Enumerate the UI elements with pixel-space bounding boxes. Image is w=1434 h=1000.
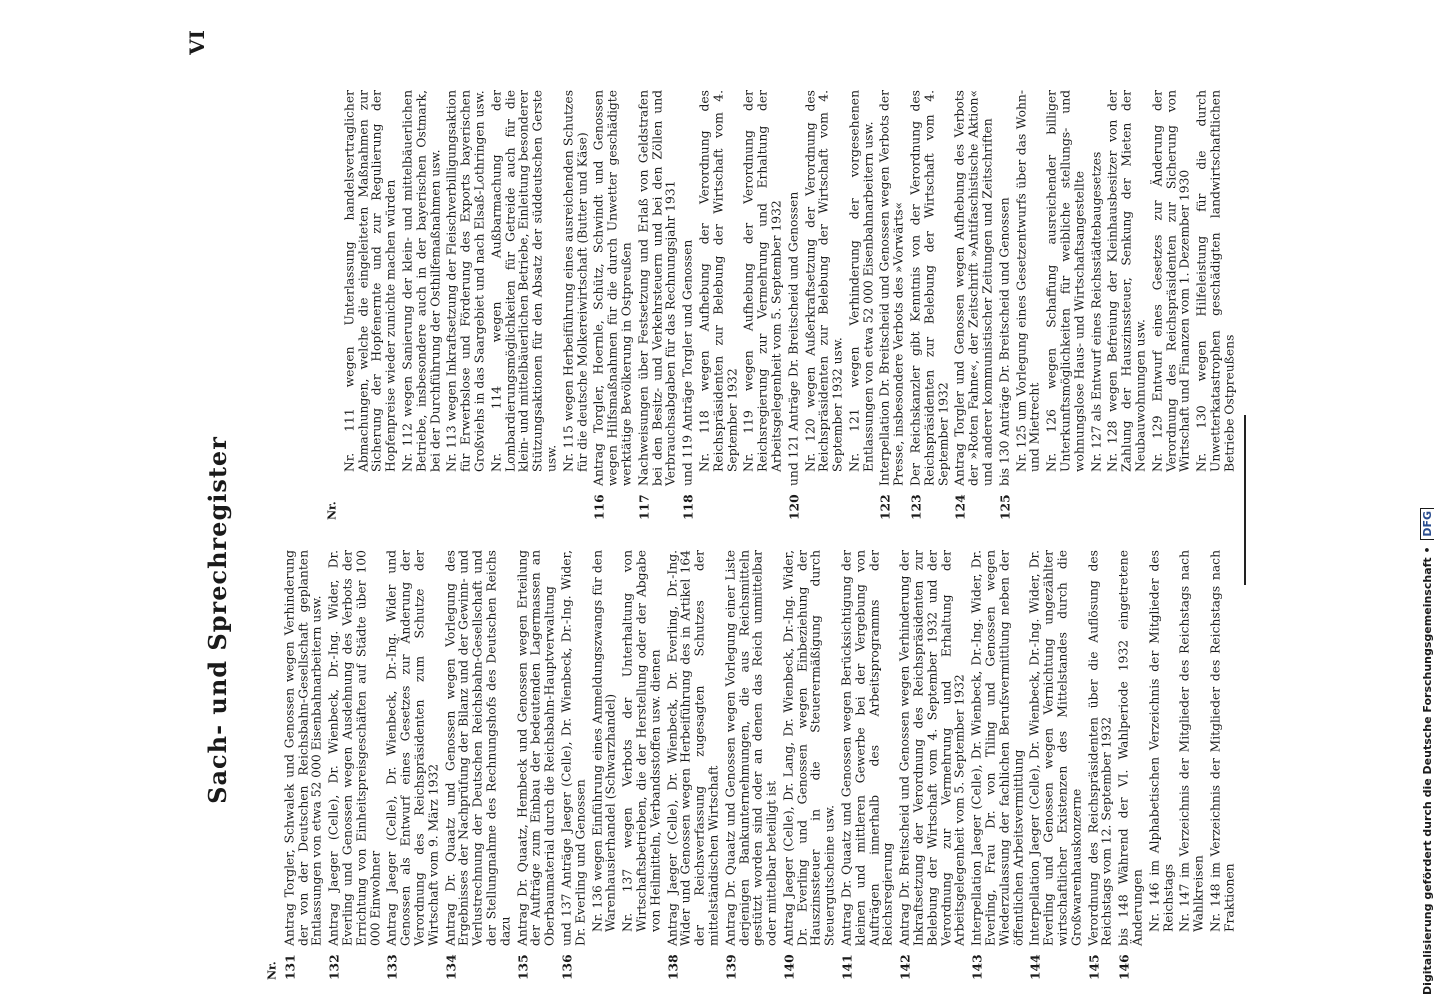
register-entry <box>1196 90 1237 520</box>
entry-number: 140 <box>781 954 797 980</box>
register-entry <box>899 550 968 980</box>
register-entry <box>848 90 876 520</box>
register-entry <box>490 90 559 520</box>
rotated-page <box>100 0 1260 1000</box>
entry-number: 125 <box>997 494 1013 520</box>
entry-number <box>1046 486 1087 520</box>
register-entry <box>516 550 557 980</box>
entry-text: Nr. 126 wegen Schaffung ausreichender billiger Unterkunftsmöglichkeiten für weibliche stellungs- und wohnungslose Haus- und Wirtschaftsangestellte <box>1044 90 1087 472</box>
register-entry <box>909 90 950 520</box>
entry-number <box>1196 486 1237 520</box>
register-entry <box>840 550 895 980</box>
heading-block <box>203 430 233 810</box>
digitization-text-wrapper <box>1420 508 1434 995</box>
entry-number <box>848 486 876 520</box>
register-entry <box>444 550 513 980</box>
entry-text: Nr. 121 wegen Verhinderung der vorgesehenen Entlassungen von etwa 52 000 Eisenbahnarbeitern usw. <box>847 90 876 472</box>
dfg-badge: DFG <box>1420 508 1434 540</box>
register-entry <box>560 550 588 980</box>
entry-number <box>1179 946 1207 980</box>
entry-number: 120 <box>786 494 802 520</box>
entry-number <box>1015 486 1043 520</box>
entry-number <box>343 486 398 520</box>
entry-text: Nr. 127 als Entwurf eines Reichsstädtebaugesetzes <box>1089 151 1104 472</box>
entry-number: 143 <box>969 954 985 980</box>
right-column <box>265 550 1240 980</box>
entry-number: 146 <box>1116 954 1132 980</box>
register-entry <box>386 550 441 980</box>
left-column <box>325 90 1240 520</box>
entry-number: 139 <box>723 954 739 980</box>
entry-text: Nr. 128 wegen Befreiung der Kleinhausbesitzer von der Zahlung der Hauszinssteuer, Senkung der Mieten der Neubauwohnungen usw. <box>1105 90 1148 472</box>
entry-number: 118 <box>680 494 696 520</box>
register-entry <box>698 90 739 520</box>
entry-text: Nr. 148 im Verzeichnis der Mitglieder des Reichstags nach Fraktionen <box>1208 550 1237 932</box>
register-entry <box>1107 90 1148 520</box>
entry-text: Antrag Dr. Quaatz und Genossen wegen Vorlegung einer Liste derjenigen Bankunternehmungen, die aus Reichsmitteln gestützt worden sind oder an denen das Reich unmittelbar oder mittelbar beteiligt ist <box>723 550 779 946</box>
register-entry <box>328 550 383 980</box>
entry-text: Antrag Torgler, Hoernle, Schütz, Schwindt und Genossen wegen Hilfsmaßnahmen für die durch Unwetter geschädigte werktätige Bevölkerung in Ostpreußen <box>591 90 634 486</box>
entry-number <box>446 486 487 520</box>
entry-number: 122 <box>877 494 893 520</box>
register-entry <box>1046 90 1087 520</box>
register-entry <box>804 90 845 520</box>
entry-number: 132 <box>326 954 342 980</box>
entry-text: Antrag Dr. Quaatz und Genossen wegen Berücksichtigung der kleinen und mittleren Gewerbe bei der Vergebung von Aufträgen innerhalb des Arbeitsprogramms der Reichsregierung <box>839 550 895 946</box>
entry-text: Nr. 146 im Alphabetischen Verzeichnis der Mitglieder des Reichstags <box>1147 550 1176 932</box>
entry-number <box>591 946 619 980</box>
register-entry <box>954 90 995 520</box>
entry-text: Antrag Dr. Breitscheid und Genossen wegen Verhinderung der Inkraftsetzung der Verordnung des Reichspräsidenten zur Belebung der Wirtschaft vom 4. September 1932 und der Verordnung zur Vermehrung und Erhaltung der Arbeitsgelegenheit vom 5. September 1932 <box>897 550 967 946</box>
entry-text: Antrag Jaeger (Celle), Dr. Wienbeck, Dr.-Ing. Wider und Genossen als Entwurf eines Gesetzes zur Änderung der Verordnung des Reichspräsidenten zum Schutze der Wirtschaft vom 9. März 1932 <box>384 550 441 946</box>
entry-number <box>401 486 442 520</box>
register-entry <box>743 90 784 520</box>
nr-column-label-right: Nr. <box>265 961 279 980</box>
page-number: VI <box>185 30 210 55</box>
entry-text: Nr. 112 wegen Sanierung der klein- und mittelbäuerlichen Betriebe, insbesondere auch in der bayerischen Ostmark, bei der Durchführung der Osthilfemaßnahmen usw. <box>400 90 442 472</box>
entry-text: Nr. 137 wegen Verbots der Unterhaltung von Wirtschaftsbetrieben, die der Herstellung oder der Abgabe von Heilmitteln, Verbandsstoffen usw. dienen <box>620 550 663 932</box>
entry-text: Nr. 130 wegen Hilfeleistung für die durch Unwetterkatastrophen geschädigten landwirtschaftlichen Betriebe Ostpreußens <box>1194 90 1237 472</box>
divider-rule-1 <box>1244 415 1246 585</box>
entry-number <box>698 486 739 520</box>
entry-text: Antrag Dr. Quaatz und Genossen wegen Vorlegung des Ergebnisses der Nachprüfung der Bilanz und der Gewinn- und Verlustrechnung der Deutschen Reichsbahn-Gesellschaft und der Stellungnahme des Rechnungshofs des Deutschen Reichs dazu <box>442 550 513 946</box>
entry-text: bis 148 Während der VI. Wahlperiode 1932 eingetretene Änderungen <box>1116 550 1145 946</box>
entry-text: Nr. 119 wegen Aufhebung der Verordnung der Reichsregierung zur Vermehrung und Erhaltung der Arbeitsgelegenheit vom 5. September 1932 <box>741 90 784 472</box>
entry-text: Antrag Jaeger (Celle), Dr. Wienbeck, Dr.-Ing. Wider, Dr. Everling und Genossen wegen Ausdehnung des Verbots der Errichtung von Einheitspreisgeschäften auf Städte über 100 000 Einwohner <box>326 550 382 946</box>
entry-number <box>1107 486 1148 520</box>
register-entry <box>1015 90 1043 520</box>
entry-number: 135 <box>514 954 530 980</box>
register-entry <box>562 90 590 520</box>
nr-column-label: Nr. <box>325 501 339 520</box>
register-entry <box>591 550 619 980</box>
register-entry <box>283 550 324 980</box>
register-entry <box>971 550 1026 980</box>
entry-text: Interpellation Dr. Breitscheid und Genossen wegen Verbots der Presse, insbesondere Verbots des »Vorwärts« <box>877 90 906 486</box>
register-entry <box>1179 550 1207 980</box>
register-entry <box>446 90 487 520</box>
register-entry <box>1151 90 1192 520</box>
register-entry <box>637 90 678 520</box>
register-entry <box>593 90 634 520</box>
digitization-text: Digitalisierung gefördert durch die Deutsche Forschungsgemeinschaft • <box>1421 546 1434 995</box>
entry-text: Antrag Jaeger (Celle), Dr. Wienbeck, Dr. Everling, Dr.-Ing. Wider und Genossen wegen Herbeiführung des in Artikel 164 der Reichsverfassung zugesagten Schutzes der mittelständischen Wirtschaft <box>664 550 721 946</box>
entry-number <box>1151 486 1192 520</box>
entry-text: Antrag Dr. Quaatz, Hembeck und Genossen wegen Erteilung der Aufträge zum Einbau der bedeutenden Lagermassen an Oberbaumaterial durch die Reichsbahn-Hauptverwaltung <box>514 550 557 946</box>
register-entry <box>1029 550 1084 980</box>
register-entry <box>343 90 398 520</box>
register-entry <box>622 550 663 980</box>
entry-text: Nr. 120 wegen Außerkraftsetzung der Verordnung des Reichspräsidenten zur Belebung der Wirtschaft vom 4. September 1932 usw. <box>802 90 845 472</box>
entry-text: bis 130 Anträge Dr. Breitscheid und Genossen <box>997 197 1012 486</box>
entry-number <box>622 946 663 980</box>
entry-text: Der Reichskanzler gibt Kenntnis von der Verordnung des Reichspräsidenten zur Belebung der Wirtschaft vom 4. September 1932 <box>908 90 951 486</box>
right-entries <box>283 550 1237 980</box>
register-entry <box>1087 550 1115 980</box>
entry-text: Nr. 125 um Vorlegung eines Gesetzentwurfs über das Wohn- und Mietrecht <box>1014 90 1042 472</box>
entry-number <box>1209 946 1237 980</box>
entry-number: 145 <box>1086 954 1102 980</box>
entry-text: Nr. 111 wegen Unterlassung handelsvertraglicher Abmachungen, welche die eingeleiteten Maßnahmen zur Sicherung der Hopfenernte und zur Regulierung der Hopfenpreise wieder zunichte machen würden <box>342 90 398 472</box>
entry-text: Nr. 136 wegen Einführung eines Anmeldungszwangs für den Warenhausierhandel (Schwarzhandel) <box>589 550 618 932</box>
register-entry <box>682 90 696 520</box>
entry-text: Nachweisungen über Festsetzung und Erlaß von Geldstrafen bei den Besitz- und Verkehrsteuern und bei den Zöllen und Verbrauchsabgaben für das Rechnungsjahr 1931 <box>636 90 678 486</box>
entry-number: 142 <box>897 954 913 980</box>
register-entry <box>1090 90 1104 520</box>
entry-text: Nr. 129 Entwurf eines Gesetzes zur Änderung der Verordnung des Reichspräsidenten zur Sicherung von Wirtschaft und Finanzen vom 1. Dezember 1930 <box>1150 90 1192 472</box>
entry-text: Antrag Torgler, Schwalek und Genossen wegen Verhinderung der von der Deutschen Reichsbahn-Gesellschaft geplanten Entlassungen von etwa 52 000 Eisenbahnarbeitern usw. <box>282 550 324 946</box>
entry-number: 136 <box>559 954 575 980</box>
page-heading: Sach- und Sprechregister <box>203 436 233 804</box>
entry-text: und 121 Anträge Dr. Breitscheid und Genossen <box>786 191 801 486</box>
register-entry <box>787 90 801 520</box>
entry-number: 134 <box>442 954 458 980</box>
entry-number: 131 <box>282 954 298 980</box>
entry-number <box>1090 486 1104 520</box>
entry-text: Antrag Jaeger (Celle), Dr. Lang, Dr. Wienbeck, Dr.-Ing. Wider, Dr. Everling und Genossen wegen Einbeziehung der Hauszinssteuer in die Steuerermäßigung durch Steuergutscheine usw. <box>781 550 837 946</box>
register-entry <box>1118 550 1146 980</box>
entry-text: Interpellation Jaeger (Celle), Dr. Wienbeck, Dr.-Ing. Wider, Dr. Everling, Frau Dr. von Tiling und Genossen wegen Wiederzulassung der fachlichen Berufsvermittlung neben der öffentlichen Arbeitsvermittlung <box>969 550 1026 946</box>
entry-number <box>490 486 559 520</box>
entry-text: Nr. 115 wegen Herbeiführung eines ausreichenden Schutzes für die deutsche Molkereiwirtschaft (Butter und Käse) <box>561 90 589 472</box>
entry-number <box>1148 946 1176 980</box>
entry-text: und 137 Anträge Jaeger (Celle), Dr. Wienbeck, Dr.-Ing. Wider, Dr. Everling und Genossen <box>559 550 588 946</box>
register-entry <box>782 550 837 980</box>
register-entry <box>1209 550 1237 980</box>
entry-number: 133 <box>384 954 400 980</box>
entry-number: 117 <box>636 494 652 520</box>
register-entry <box>1148 550 1176 980</box>
entry-number: 138 <box>664 954 680 980</box>
register-entry <box>666 550 721 980</box>
register-entry <box>401 90 442 520</box>
entry-number: 141 <box>839 954 855 980</box>
entry-text: Antrag Torgler und Genossen wegen Aufhebung des Verbots der »Roten Fahne«, der Zeitschrift »Antifaschistische Aktion« und anderer kommunistischer Zeitungen und Zeitschriften <box>952 90 995 486</box>
left-entries <box>343 90 1237 520</box>
entry-text: und 119 Anträge Torgler und Genossen <box>680 239 695 486</box>
entry-text: Nr. 114 wegen Außbarmachung der Lombardierungsmöglichkeiten für Getreide auch für die klein- und mittelbäuerlichen Betriebe, Einleitung besonderer Stützungsaktionen für den Absatz der süddeutschen Gerste usw. <box>489 90 559 472</box>
register-entry <box>724 550 779 980</box>
digitization-note <box>1410 10 1434 995</box>
entry-number: 123 <box>908 494 924 520</box>
entry-text: Nr. 118 wegen Aufhebung der Verordnung des Reichspräsidenten zur Belebung der Wirtschaft vom 4. September 1932 <box>697 90 739 472</box>
entry-text: Nr. 113 wegen Inkraftsetzung der Fleischverbilligungsaktion für Erwerbslose und Förderung des Exports bayerischen Großviehs in das Saargebiet und nach Elsaß-Lothringen usw. <box>444 90 487 472</box>
entry-number: 116 <box>591 494 607 520</box>
register-entry <box>879 90 907 520</box>
register-entry <box>998 90 1012 520</box>
entry-number <box>804 486 845 520</box>
entry-text: Interpellation Jaeger (Celle), Dr. Wienbeck, Dr.-Ing. Wider, Dr. Everling und Genossen wegen Vernichtung ungezählter wirtschaftlicher Existenzen des Mittelstandes durch die Großwarenhauskonzerne <box>1027 550 1084 946</box>
entry-number <box>743 486 784 520</box>
entry-text: Nr. 147 im Verzeichnis der Mitglieder des Reichstags nach Wahlkreisen <box>1177 550 1206 932</box>
entry-number <box>562 486 590 520</box>
entry-text: Verordnung des Reichspräsidenten über die Auflösung des Reichstags vom 12. September 1932 <box>1086 550 1114 946</box>
entry-number: 124 <box>952 494 968 520</box>
entry-number: 144 <box>1027 954 1043 980</box>
